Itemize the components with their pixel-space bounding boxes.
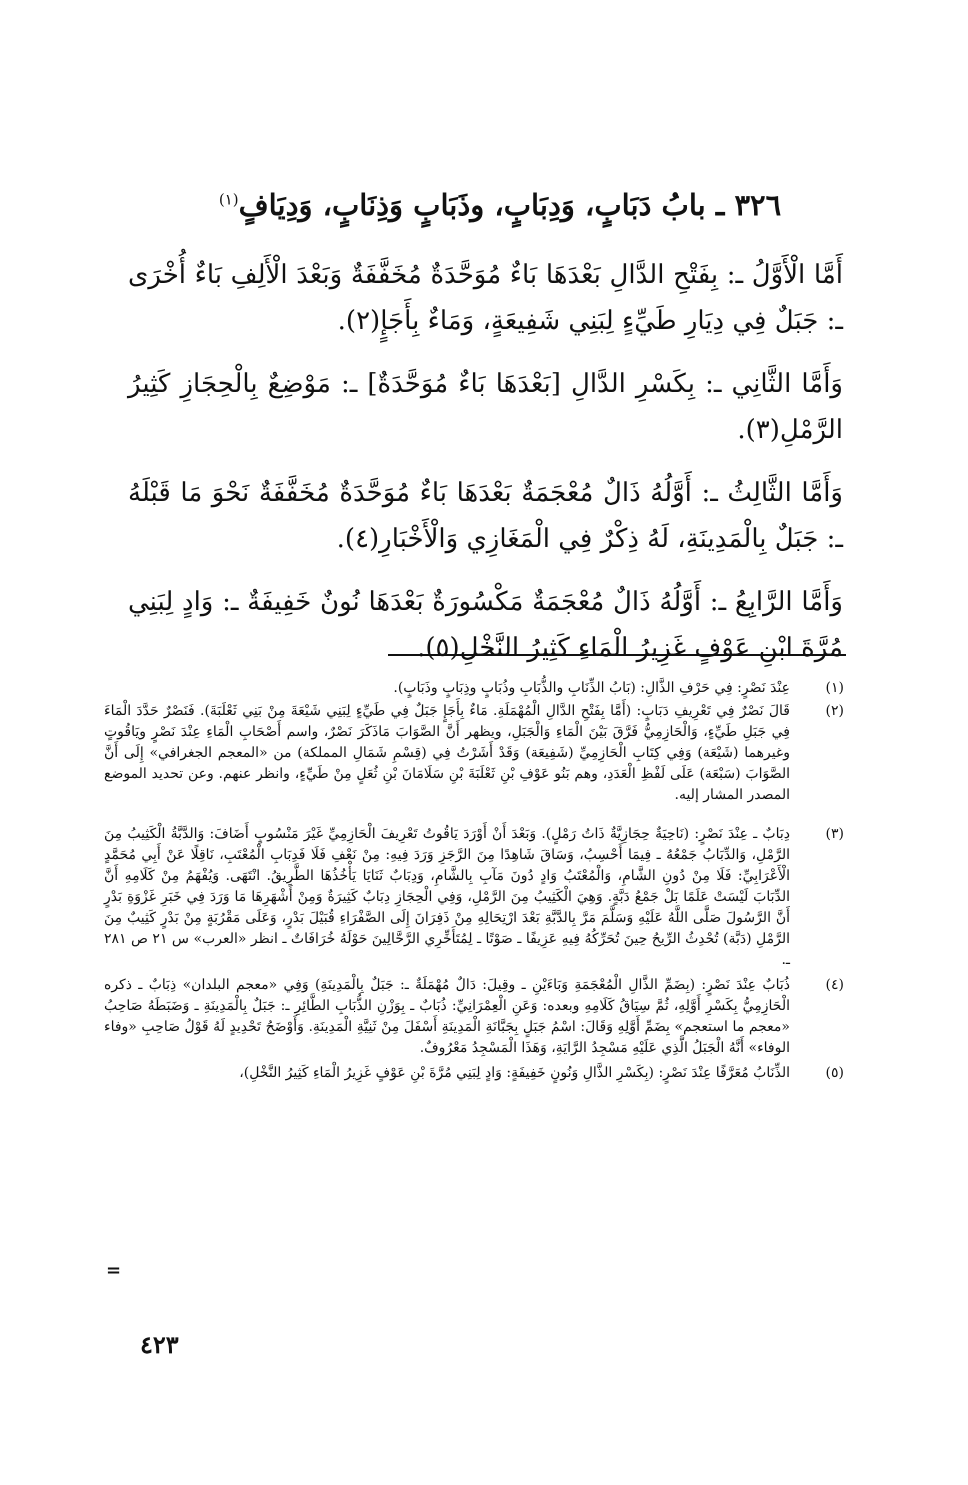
section-heading-text: ٣٢٦ ـ بابُ دَبَابٍ، وَدِبَابٍ، وذَبَابٍ وَذِنَابٍ، وَدِيَافٍ — [238, 188, 782, 222]
paragraph-first: أَمَّا الْأَوَّلُ ـ: بِفَتْحِ الدَّالِ بَعْدَهَا بَاءٌ مُوَحَّدَةٌ مُخَفَّفَةٌ وَبَعْدَ الْأَلِفِ بَاءٌ أُخْرَى ـ: جَبَلٌ فِي دِيَارِ طَيِّءٍ لِبَنِي شَفِيعَةٍ، وَمَاءٌ بِأَجَإٍ(٢). — [128, 260, 843, 336]
page-number: ٤٢٣ — [140, 1330, 179, 1359]
footnote-1 — [104, 678, 844, 699]
heading-footnote-ref: (١) — [218, 190, 239, 209]
footnote-text: دِبَابٌ ـ عِنْدَ نَصْرٍ: (نَاحِيَةٌ حِجَازِيَّةٌ ذَاتُ رَمْلٍ). وَبَعْدَ أَنْ أَوْرَدَ يَاقُوتُ تَعْرِيفَ الْحَازِمِيِّ غَيْرَ مَنْسُوبٍ أَضَافَ: وَالدَّبَّةُ الْكَثِيبُ مِنَ الرَّمْلِ، وَالدِّبَابُ جَمْعُهُ ـ فِيمَا أَحْسِبُ، وَسَاقَ شَاهِدًا مِنَ الرَّجَزِ وَرَدَ فِيهِ: مِنْ نَعْفِ فَلَا فَدِبَابِ الْمُعْتَبِ، نَاقِلًا عَنْ أَبِي مُحَمَّدٍ الْأَعْرَابِيِّ: فَلَا مِنْ دُونِ الشَّامِ، وَالْمُعْتَبُ وَادٍ دُونَ مَآبِ بِالشَّامِ، وَدِبَابٌ ثَنَايَا يَأْخُذُهَا الطَّرِيقُ. انْتَهَى. وَيُفْهَمُ مِنْ كَلَامِهِ أَنَّ الدِّبَابَ لَيْسَتْ عَلَمًا بَلْ جَمْعُ دَبَّةٍ. وَهِيَ الْكَثِيبُ مِنَ الرَّمْلِ، وَفِي الْحِجَازِ دِبَابٌ كَثِيرَةٌ وَمِنْ أَشْهَرِهَا مَا وَرَدَ فِي خَبَرِ غَزْوَةِ بَدْرٍ أَنَّ الرَّسُولَ صَلَّى اللَّهُ عَلَيْهِ وَسَلَّمَ مَرَّ بِالدَّبَّةِ بَعْدَ ارْتِحَالِهِ مِنْ ذَفِرَانَ إِلَى الصَّفْرَاءِ قُبَيْلَ بَدْرٍ، وَعَلَى مَقْرُبَةٍ مِنْ بَدْرٍ كَثِيبٌ مِنَ الرَّمْلِ (دَبَّة) تُحْدِثُ الرِّيحُ حِينَ تُحَرِّكُهُ فِيهِ عَزِيفًا ـ صَوْتًا ـ لِمُتَأَخِّرِي الرَّحَّالِينَ حَوْلَهُ خُرَافَاتٌ ـ انظر «العرب» س ٢١ ص ٢٨١ ـ. — [104, 826, 791, 968]
footnote-5 — [104, 1063, 844, 1084]
footnotes — [104, 678, 844, 1084]
main-text — [128, 252, 843, 688]
footnote-number: (٥) — [825, 1065, 844, 1081]
footnote-text: ذُبَابٌ عِنْدَ نَصْرٍ: (بِضَمِّ الذَّالِ الْمُعْجَمَةِ وَبَاءَيْنِ ـ وقِيلَ: دَالٌ مُهْمَلَةٌ ـ: جَبَلٌ بِالْمَدِينَةِ) وَفِي «معجم البلدان» ذِبَابٌ ـ ذكره الْحَازِمِيُّ بِكَسْرِ أَوَّلِهِ، ثُمَّ سِيَاقُ كَلَامِهِ وبعده: وَعَنِ الْعِمْرَانِيِّ: ذُبَابٌ ـ بِوَزْنِ الذُّبَابِ الطَّائِرِ ـ: جَبَلٌ بِالْمَدِينَةِ ـ وَضَبَطَهُ صَاحِبُ «معجم ما استعجم» بِضَمِّ أَوَّلِهِ وَقَالَ: اسْمُ جَبَلٍ بِجَبَّانَةِ الْمَدِينَةِ أَسْفَلَ مِنْ ثَنِيَّةِ الْمَدِينَةِ. وَأَوْضَحُ تَحْدِيدٍ لَهُ قَوْلُ صَاحِبِ «وفاء الوفاء» أَنَّهُ الْجَبَلُ الَّذِي عَلَيْهِ مَسْجِدُ الرَّايَةِ، وَهَذَا الْمَسْجِدُ مَعْرُوفٌ. — [104, 977, 791, 1056]
footnote-separator — [388, 654, 846, 656]
footnote-3 — [104, 824, 844, 971]
footnote-2 — [104, 701, 844, 806]
footnote-number: (٢) — [825, 703, 844, 719]
continuation-mark: = — [106, 1260, 122, 1281]
paragraph-fourth: وَأَمَّا الرَّابِعُ ـ: أَوَّلُهُ ذَالٌ مُعْجَمَةٌ مَكْسُورَةٌ بَعْدَهَا نُونٌ خَفِيفَةٌ ـ: وَادٍ لِبَنِي مُرَّةَ ابْنِ عَوْفٍ غَزِيرُ الْمَاءِ كَثِيرُ النَّخْلِ(٥). — [128, 587, 843, 663]
paragraph-second: وَأَمَّا الثَّانِي ـ: بِكَسْرِ الدَّالِ [بَعْدَهَا بَاءٌ مُوَحَّدَةٌ] ـ: مَوْضِعٌ بِالْحِجَازِ كَثِيرُ الرَّمْلِ(٣). — [128, 369, 843, 445]
footnote-number: (٤) — [825, 977, 844, 993]
footnote-text: قَالَ نَصْرٌ فِي تَعْرِيفِ دَبَابٍ: (أَمَّا بِفَتْحِ الدَّالِ الْمُهْمَلَةِ. مَاءٌ بِأَجَإٍ جَبَلٌ فِي طَيِّءٍ لِبَنِي شَيْعَةَ مِنْ بَنِي ثَعْلَبَةَ). فَنَصْرٌ حَدَّدَ الْمَاءَ فِي جَبَلِ طَيِّءٍ، وَالْحَازِمِيُّ فَرَّقَ بَيْنَ الْمَاءِ وَالْجَبَلِ، ويظهر أَنَّ الصَّوَابَ مَاذَكَرَ نَصْرٌ، واسم أَصْحَابِ الْمَاءِ عِنْدَ نَصْرٍ ويَاقُوتٍ وغيرهما (شَيْعَة) وَفِي كِتَابِ الْحَازِمِيِّ (شَفِيعَة) وَقَدْ أَشَرْتُ فِي (قِسْمِ شَمَالِ المملكة) من «المعجم الجغرافي» إِلَى أَنَّ الصَّوَابَ (سَبْعَة) عَلَى لَفْظِ الْعَدَدِ، وهم بَنُو عَوْفِ بْنِ ثَعْلَبَةَ بْنِ سَلَامَانَ بْنِ ثُعَلٍ مِنْ طَيِّءٍ، وانظر عنهم. وعن تحديد الموضع المصدر المشار إليه. — [104, 703, 790, 803]
section-heading — [210, 188, 790, 223]
paragraph-third: وَأَمَّا الثَّالِثُ ـ: أَوَّلُهُ ذَالٌ مُعْجَمَةٌ بَعْدَهَا بَاءٌ مُوَحَّدَةٌ مُخَفَّفَةٌ نَحْوَ مَا قَبْلَهُ ـ: جَبَلٌ بِالْمَدِينَةِ، لَهُ ذِكْرٌ فِي الْمَغَازِي وَالْأَخْبَارِ(٤). — [128, 478, 843, 554]
footnote-number: (١) — [825, 680, 844, 696]
footnote-number: (٣) — [825, 826, 844, 842]
footnote-text: الذِّنَابُ مُعَرَّفًا عِنْدَ نَصْرٍ: (بِكَسْرِ الذَّالِ وَنُونٍ خَفِيفَةٍ: وَادٍ لِبَنِي مُرَّةَ بْنِ عَوْفٍ غَزِيرُ الْمَاءِ كَثِيرُ النَّخْلِ)، — [239, 1065, 790, 1081]
footnote-text: عِنْدَ نَصْرٍ: فِي حَرْفِ الذَّالِ: (بَابُ الذِّنَابِ والذُّبَابِ وذُبَابٍ وذِبَابٍ وذَبَابٍ). — [393, 680, 790, 696]
footnote-4 — [104, 975, 844, 1059]
